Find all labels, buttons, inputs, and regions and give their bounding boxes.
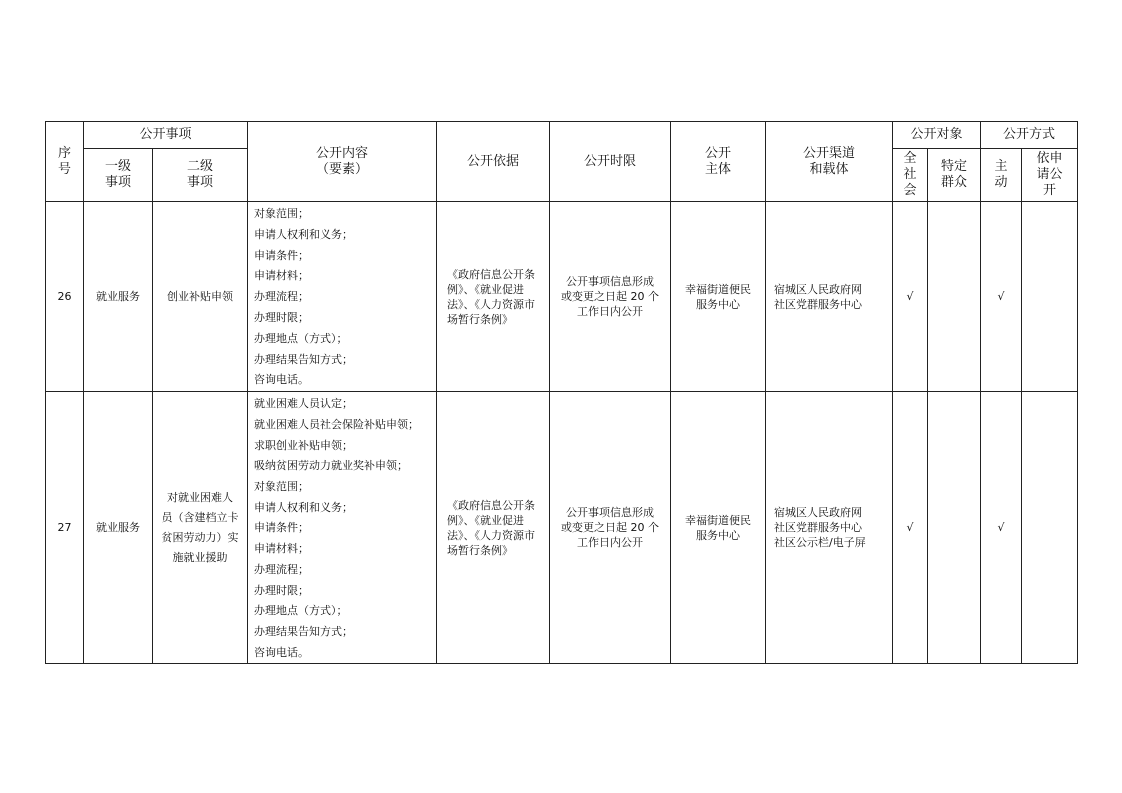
cell-time-limit: 公开事项信息形成 或变更之日起 20 个 工作日内公开 <box>550 392 671 664</box>
cell-content: 就业困难人员认定； 就业困难人员社会保险补贴申领； 求职创业补贴申领； 吸纳贫困劳动力就业奖补申领； 对象范围； 申请人权利和义务； 申请条件； 申请材料； 办理流程； 办理时限； 办理地点（方式）； 办理结果告知方式； 咨询电话。 <box>248 392 437 664</box>
cell-seq: 26 <box>46 202 84 392</box>
header-basis: 公开依据 <box>437 122 550 202</box>
table-row <box>46 202 1078 392</box>
cell-basis: 《政府信息公开条 例》、《就业促进 法》、《人力资源市 场暂行条例》 <box>437 202 550 392</box>
cell-method-active-check: √ <box>981 202 1022 392</box>
table-row <box>46 392 1078 664</box>
header-seq: 序 号 <box>46 122 84 202</box>
header-target-all: 全 社 会 <box>893 149 928 202</box>
header-method-request: 依申 请公 开 <box>1022 149 1078 202</box>
disclosure-table <box>45 121 1078 664</box>
cell-target-all-check: √ <box>893 202 928 392</box>
header-channel: 公开渠道 和载体 <box>766 122 893 202</box>
cell-method-request <box>1022 392 1078 664</box>
cell-method-request <box>1022 202 1078 392</box>
header-target-specific: 特定 群众 <box>928 149 981 202</box>
cell-level1: 就业服务 <box>84 202 153 392</box>
cell-method-active-check: √ <box>981 392 1022 664</box>
cell-target-specific <box>928 392 981 664</box>
cell-subject: 幸福街道便民 服务中心 <box>671 392 766 664</box>
cell-seq: 27 <box>46 392 84 664</box>
cell-level1: 就业服务 <box>84 392 153 664</box>
header-level2: 二级 事项 <box>153 149 248 202</box>
cell-level2: 对就业困难人 员（含建档立卡 贫困劳动力）实 施就业援助 <box>153 392 248 664</box>
header-content: 公开内容 （要素） <box>248 122 437 202</box>
header-method-active: 主 动 <box>981 149 1022 202</box>
header-method-group: 公开方式 <box>981 122 1078 149</box>
cell-subject: 幸福街道便民 服务中心 <box>671 202 766 392</box>
cell-channel: 宿城区人民政府网 社区党群服务中心 <box>766 202 893 392</box>
cell-time-limit: 公开事项信息形成 或变更之日起 20 个 工作日内公开 <box>550 202 671 392</box>
header-time-limit: 公开时限 <box>550 122 671 202</box>
cell-target-specific <box>928 202 981 392</box>
cell-level2: 创业补贴申领 <box>153 202 248 392</box>
cell-target-all-check: √ <box>893 392 928 664</box>
header-subject: 公开 主体 <box>671 122 766 202</box>
header-target-group: 公开对象 <box>893 122 981 149</box>
header-items-group: 公开事项 <box>84 122 248 149</box>
cell-content: 对象范围； 申请人权利和义务； 申请条件； 申请材料； 办理流程； 办理时限； 办理地点（方式）； 办理结果告知方式； 咨询电话。 <box>248 202 437 392</box>
header-level1: 一级 事项 <box>84 149 153 202</box>
cell-basis: 《政府信息公开条 例》、《就业促进 法》、《人力资源市 场暂行条例》 <box>437 392 550 664</box>
cell-channel: 宿城区人民政府网 社区党群服务中心 社区公示栏/电子屏 <box>766 392 893 664</box>
